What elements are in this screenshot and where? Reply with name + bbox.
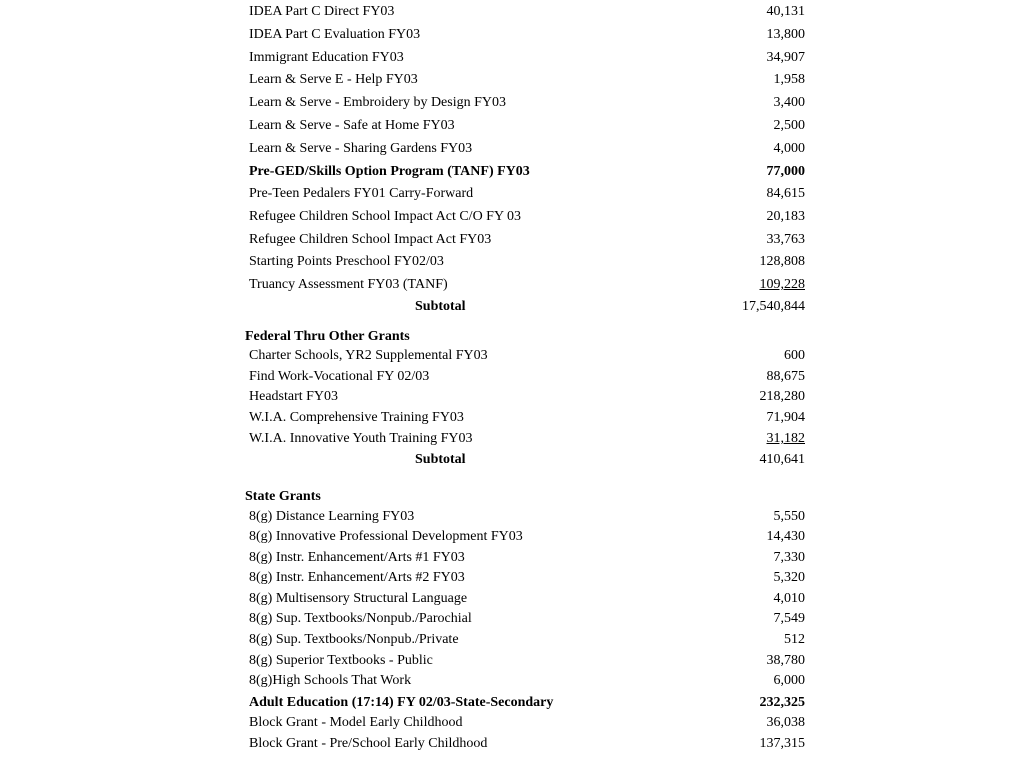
line-item [249,367,805,387]
line-item-amount: 137,315 [759,736,805,751]
line-item-label: Pre-Teen Pedalers FY01 Carry-Forward [249,186,474,201]
line-item [249,713,805,733]
line-item [249,671,805,691]
subtotal-amount: 410,641 [759,452,805,467]
line-item-label: 8(g) Instr. Enhancement/Arts #1 FY03 [249,550,465,565]
line-item-amount: 232,325 [759,695,805,710]
line-item-label: Find Work-Vocational FY 02/03 [249,369,430,384]
line-item-label: 8(g) Multisensory Structural Language [249,591,468,606]
line-item-label: Headstart FY03 [249,389,339,404]
line-item [249,275,805,295]
line-item-amount: 4,010 [773,591,805,606]
line-item-label: Immigrant Education FY03 [249,50,404,65]
line-item-amount: 128,808 [759,254,805,269]
line-item-label: Pre-GED/Skills Option Program (TANF) FY03 [249,164,530,179]
line-item-amount: 7,330 [773,550,805,565]
line-item-label: 8(g) Sup. Textbooks/Nonpub./Private [249,632,459,647]
line-item [249,139,805,159]
line-item [249,651,805,671]
line-item-amount: 31,182 [766,431,805,446]
line-item-amount: 20,183 [766,209,805,224]
line-item-label: Learn & Serve - Sharing Gardens FY03 [249,141,473,156]
line-item [249,48,805,68]
line-item [249,2,805,22]
line-item-amount: 7,549 [773,611,805,626]
line-item [249,346,805,366]
section-heading-state-grants: State Grants [245,489,321,504]
line-item [249,527,805,547]
line-item-amount: 71,904 [766,410,805,425]
line-item-amount: 88,675 [766,369,805,384]
line-item-amount: 512 [784,632,805,647]
line-item-amount: 600 [784,348,805,363]
line-item-highlighted [249,162,805,182]
line-item-label: 8(g) Distance Learning FY03 [249,509,415,524]
subtotal-row [249,297,805,317]
line-item [249,387,805,407]
line-item-label: Starting Points Preschool FY02/03 [249,254,444,269]
line-item [249,93,805,113]
line-item [249,630,805,650]
line-item-amount: 5,320 [773,570,805,585]
line-item-amount: 1,958 [773,72,805,87]
line-item [249,589,805,609]
line-item-label: 8(g) Instr. Enhancement/Arts #2 FY03 [249,570,465,585]
line-item-amount: 13,800 [766,27,805,42]
line-item-label: 8(g) Superior Textbooks - Public [249,653,433,668]
line-item-label: Learn & Serve - Embroidery by Design FY03 [249,95,506,110]
subtotal-label: Subtotal [415,452,466,467]
line-item-amount: 14,430 [766,529,805,544]
line-item-label: 8(g)High Schools That Work [249,673,412,688]
line-item-label: Refugee Children School Impact Act FY03 [249,232,492,247]
line-item [249,568,805,588]
line-item-label: Charter Schools, YR2 Supplemental FY03 [249,348,488,363]
line-item-amount: 77,000 [766,164,805,179]
line-item-amount: 34,907 [766,50,805,65]
line-item [249,429,805,449]
line-item [249,609,805,629]
line-item-amount: 33,763 [766,232,805,247]
line-item-amount: 2,500 [773,118,805,133]
line-item-amount: 38,780 [766,653,805,668]
line-item-label: Learn & Serve - Safe at Home FY03 [249,118,455,133]
line-item [249,230,805,250]
section-heading-federal-other: Federal Thru Other Grants [245,329,410,344]
subtotal-row [249,450,805,470]
line-item [249,734,805,754]
line-item [249,207,805,227]
line-item-amount: 36,038 [766,715,805,730]
subtotal-label: Subtotal [415,299,466,314]
line-item [249,548,805,568]
line-item [249,70,805,90]
line-item-label: Block Grant - Model Early Childhood [249,715,463,730]
line-item-label: W.I.A. Innovative Youth Training FY03 [249,431,473,446]
line-item-highlighted [249,693,805,713]
line-item-label: IDEA Part C Direct FY03 [249,4,395,19]
line-item-label: Block Grant - Pre/School Early Childhood [249,736,488,751]
line-item-label: IDEA Part C Evaluation FY03 [249,27,421,42]
line-item-amount: 218,280 [759,389,805,404]
line-item-amount: 3,400 [773,95,805,110]
subtotal-amount: 17,540,844 [742,299,805,314]
line-item-amount: 84,615 [766,186,805,201]
line-item [249,116,805,136]
line-item-amount: 5,550 [773,509,805,524]
line-item [249,408,805,428]
line-item [249,252,805,272]
line-item-amount: 109,228 [759,277,805,292]
line-item-label: 8(g) Sup. Textbooks/Nonpub./Parochial [249,611,472,626]
line-item [249,507,805,527]
line-item [249,25,805,45]
line-item-amount: 4,000 [773,141,805,156]
line-item-label: Adult Education (17:14) FY 02/03-State-Secondary [249,695,554,710]
line-item-label: Learn & Serve E - Help FY03 [249,72,418,87]
line-item-label: Truancy Assessment FY03 (TANF) [249,277,448,292]
line-item-label: W.I.A. Comprehensive Training FY03 [249,410,464,425]
line-item-label: Refugee Children School Impact Act C/O FY 03 [249,209,522,224]
line-item-amount: 6,000 [773,673,805,688]
line-item-amount: 40,131 [766,4,805,19]
line-item [249,184,805,204]
line-item-label: 8(g) Innovative Professional Development FY03 [249,529,523,544]
